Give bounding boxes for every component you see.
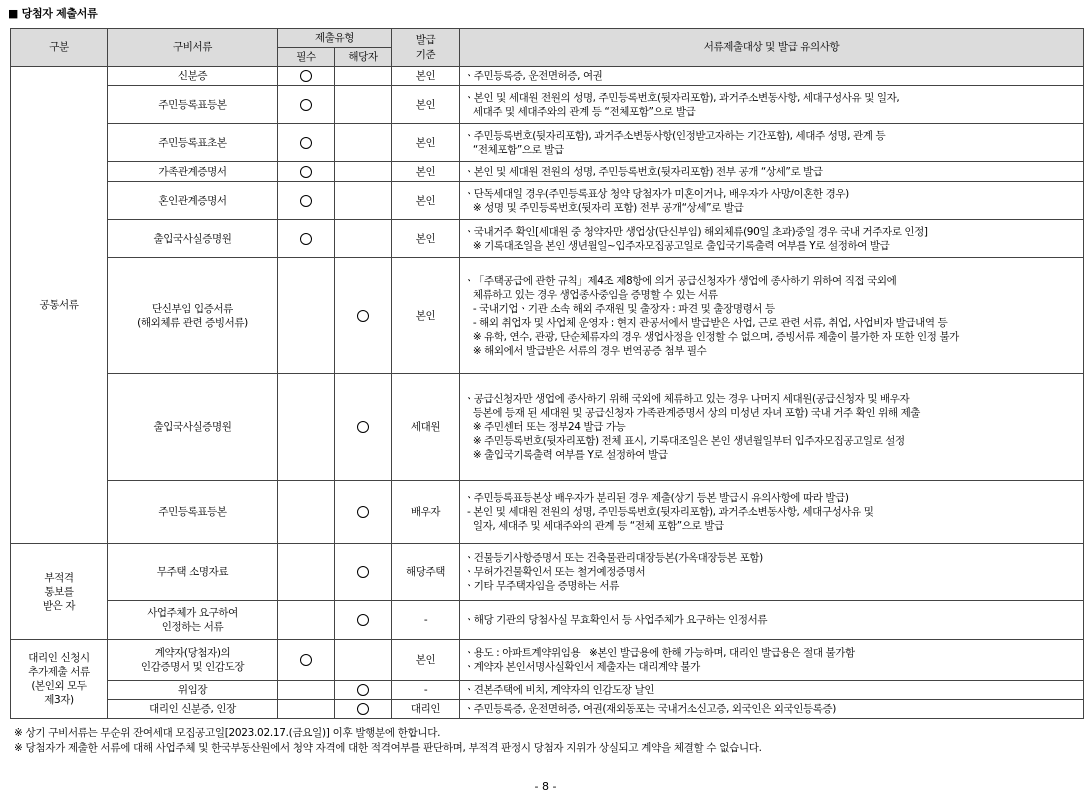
circle-mark-icon	[300, 137, 312, 149]
document-name: 출입국사실증명원	[108, 220, 278, 258]
table-row	[11, 124, 1084, 162]
category-cell: 부적격 통보를 받은 자	[11, 544, 108, 640]
circle-mark-icon	[357, 566, 369, 578]
required-cell	[278, 258, 335, 374]
table-row	[11, 681, 1084, 700]
header-notes: 서류제출대상 및 발급 유의사항	[460, 29, 1084, 67]
category-cell: 대리인 신청시 추가제출 서류 (본인외 모두 제3자)	[11, 640, 108, 719]
footnotes	[14, 726, 762, 756]
notes-cell: ㆍ「주택공급에 관한 규칙」제4조 제8항에 의거 공급신청자가 생업에 종사하기 위하여 직접 국외에 체류하고 있는 경우 생업종사중임을 증명할 수 있는 서류 - 국내기업ㆍ기관 소속 해외 주재원 및 출장자 : 파견 및 출장명령서 등 - 해외 취업자 및 사업체 운영자 : 현지 관공서에서 발급받은 사업, 근로 관련 서류, 취업, 사업비자 발급내역 등 ※ 유학, 연수, 관광, 단순체류자의 경우 생업사정을 인정할 수 없으며, 증빙서류 제출이 불가한 자 또한 인정 불가 ※ 해외에서 발급받은 서류의 경우 번역공증 첨부 필수	[460, 258, 1084, 374]
document-name: 계약자(당첨자)의 인감증명서 및 인감도장	[108, 640, 278, 681]
applicable-cell	[335, 86, 392, 124]
circle-mark-icon	[300, 654, 312, 666]
issue-basis: 본인	[392, 182, 460, 220]
applicable-cell	[335, 220, 392, 258]
issue-basis: 본인	[392, 162, 460, 182]
table-row	[11, 640, 1084, 681]
issue-basis: 본인	[392, 67, 460, 86]
circle-mark-icon	[357, 310, 369, 322]
circle-mark-icon	[357, 703, 369, 715]
required-cell	[278, 162, 335, 182]
applicable-cell	[335, 601, 392, 640]
required-cell	[278, 220, 335, 258]
header-submit-type: 제출유형	[278, 29, 392, 48]
footnote: ※ 상기 구비서류는 무순위 잔여세대 모집공고일[2023.02.17.(금요일)] 이후 발행분에 한합니다.	[14, 727, 441, 739]
issue-basis: -	[392, 601, 460, 640]
issue-basis: 본인	[392, 258, 460, 374]
notes-cell: ㆍ해당 기관의 당첨사실 무효확인서 등 사업주체가 요구하는 인정서류	[460, 601, 1084, 640]
issue-basis: 배우자	[392, 481, 460, 544]
applicable-cell	[335, 162, 392, 182]
required-cell	[278, 182, 335, 220]
circle-mark-icon	[357, 506, 369, 518]
notes-cell: ㆍ국내거주 확인[세대원 중 청약자만 생업상(단신부임) 해외체류(90일 초과)중일 경우 국내 거주자로 인정] ※ 기록대조일을 본인 생년월일~입주자모집공고일로 출입국기록출력 여부를 Y로 설정하여 발급	[460, 220, 1084, 258]
applicable-cell	[335, 544, 392, 601]
table-row	[11, 86, 1084, 124]
document-name: 단신부임 입증서류 (해외체류 관련 증빙서류)	[108, 258, 278, 374]
circle-mark-icon	[300, 99, 312, 111]
footnote: ※ 당첨자가 제출한 서류에 대해 사업주체 및 한국부동산원에서 청약 자격에 대한 적격여부를 판단하며, 부적격 판정시 당첨자 지위가 상실되고 계약을 체결할 수 없습니다.	[14, 742, 762, 754]
circle-mark-icon	[357, 684, 369, 696]
table-row	[11, 700, 1084, 719]
circle-mark-icon	[300, 195, 312, 207]
applicable-cell	[335, 481, 392, 544]
document-name: 사업주체가 요구하여 인정하는 서류	[108, 601, 278, 640]
required-cell	[278, 86, 335, 124]
document-name: 혼인관계증명서	[108, 182, 278, 220]
document-name: 대리인 신분증, 인장	[108, 700, 278, 719]
issue-basis: 해당주택	[392, 544, 460, 601]
circle-mark-icon	[300, 70, 312, 82]
applicable-cell	[335, 374, 392, 481]
header-applicable: 해당자	[335, 48, 392, 67]
notes-cell: ㆍ본인 및 세대원 전원의 성명, 주민등록번호(뒷자리포함) 전부 공개 “상세”로 발급	[460, 162, 1084, 182]
notes-cell: ㆍ용도 : 아파트계약위임용 ※본인 발급용에 한해 가능하며, 대리인 발급용은 절대 불가함 ㆍ계약자 본인서명사실확인서 제출자는 대리계약 불가	[460, 640, 1084, 681]
notes-cell: ㆍ본인 및 세대원 전원의 성명, 주민등록번호(뒷자리포함), 과거주소변동사항, 세대구성사유 및 일자, 세대주 및 세대주와의 관계 등 “전체포함”으로 발급	[460, 86, 1084, 124]
table-row	[11, 67, 1084, 86]
category-cell: 공통서류	[11, 67, 108, 544]
notes-cell: ㆍ주민등록번호(뒷자리포함), 과거주소변동사항(인정받고자하는 기간포함), 세대주 성명, 관계 등 “전체포함”으로 발급	[460, 124, 1084, 162]
document-name: 위임장	[108, 681, 278, 700]
required-cell	[278, 681, 335, 700]
notes-cell: ㆍ주민등록표등본상 배우자가 분리된 경우 제출(상기 등본 발급시 유의사항에 따라 발급) - 본인 및 세대원 전원의 성명, 주민등록번호(뒷자리포함), 과거주소변동사항, 세대구성사유 및 일자, 세대주 및 세대주와의 관계 등 “전체 포함”으로 발급	[460, 481, 1084, 544]
notes-cell: ㆍ주민등록증, 운전면허증, 여권	[460, 67, 1084, 86]
applicable-cell	[335, 681, 392, 700]
documents-table	[10, 28, 1084, 719]
required-cell	[278, 124, 335, 162]
table-row	[11, 544, 1084, 601]
document-name: 신분증	[108, 67, 278, 86]
table-row	[11, 220, 1084, 258]
required-cell	[278, 67, 335, 86]
document-name: 주민등록표등본	[108, 86, 278, 124]
issue-basis: 본인	[392, 640, 460, 681]
table-row	[11, 162, 1084, 182]
applicable-cell	[335, 640, 392, 681]
applicable-cell	[335, 67, 392, 86]
section-title: ■ 당첨자 제출서류	[8, 7, 98, 20]
issue-basis: 본인	[392, 220, 460, 258]
required-cell	[278, 640, 335, 681]
issue-basis: 세대원	[392, 374, 460, 481]
document-name: 주민등록표등본	[108, 481, 278, 544]
document-name: 출입국사실증명원	[108, 374, 278, 481]
applicable-cell	[335, 258, 392, 374]
circle-mark-icon	[300, 233, 312, 245]
required-cell	[278, 544, 335, 601]
header-required: 필수	[278, 48, 335, 67]
circle-mark-icon	[357, 614, 369, 626]
issue-basis: 본인	[392, 124, 460, 162]
document-name: 가족관계증명서	[108, 162, 278, 182]
table-row	[11, 374, 1084, 481]
issue-basis: -	[392, 681, 460, 700]
header-document: 구비서류	[108, 29, 278, 67]
required-cell	[278, 481, 335, 544]
notes-cell: ㆍ견본주택에 비치, 계약자의 인감도장 날인	[460, 681, 1084, 700]
header-category: 구분	[11, 29, 108, 67]
page-number: - 8 -	[534, 780, 557, 793]
required-cell	[278, 601, 335, 640]
required-cell	[278, 374, 335, 481]
circle-mark-icon	[300, 166, 312, 178]
table-row	[11, 601, 1084, 640]
table-row	[11, 481, 1084, 544]
applicable-cell	[335, 700, 392, 719]
issue-basis: 본인	[392, 86, 460, 124]
notes-cell: ㆍ주민등록증, 운전면허증, 여권(재외동포는 국내거소신고증, 외국인은 외국인등록증)	[460, 700, 1084, 719]
circle-mark-icon	[357, 421, 369, 433]
applicable-cell	[335, 124, 392, 162]
document-name: 무주택 소명자료	[108, 544, 278, 601]
applicable-cell	[335, 182, 392, 220]
header-issue-basis: 발급 기준	[392, 29, 460, 67]
notes-cell: ㆍ건물등기사항증명서 또는 건축물관리대장등본(가옥대장등본 포함) ㆍ무허가건물확인서 또는 철거예정증명서 ㆍ기타 무주택자임을 증명하는 서류	[460, 544, 1084, 601]
notes-cell: ㆍ공급신청자만 생업에 종사하기 위해 국외에 체류하고 있는 경우 나머지 세대원(공급신청자 및 배우자 등본에 등재 된 세대원 및 공급신청자 가족관계증명서 상의 미성년 자녀 포함) 국내 거주 확인 위해 제출 ※ 주민센터 또는 정부24 발급 가능 ※ 주민등록번호(뒷자리포함) 전체 표시, 기록대조일은 본인 생년월일부터 입주자모집공고일로 설정 ※ 출입국기록출력 여부를 Y로 설정하여 발급	[460, 374, 1084, 481]
table-row	[11, 258, 1084, 374]
required-cell	[278, 700, 335, 719]
issue-basis: 대리인	[392, 700, 460, 719]
notes-cell: ㆍ단독세대일 경우(주민등록표상 청약 당첨자가 미혼이거나, 배우자가 사망/이혼한 경우) ※ 성명 및 주민등록번호(뒷자리 포함) 전부 공개“상세”로 발급	[460, 182, 1084, 220]
table-row	[11, 182, 1084, 220]
document-name: 주민등록표초본	[108, 124, 278, 162]
